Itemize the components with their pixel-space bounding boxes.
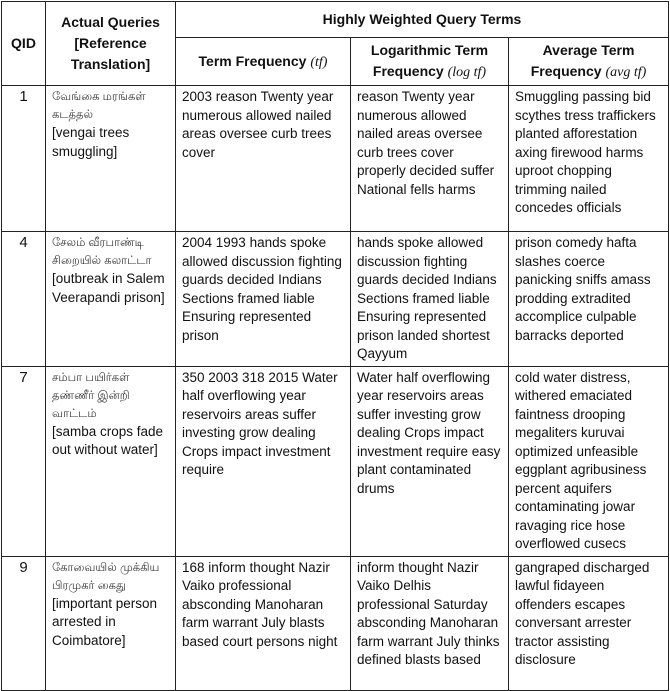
- tf-terms: 2004 1993 hands spoke allowed discussion fighting guards decided Indians Sections framed liable Ensuring represented prison: [176, 232, 351, 367]
- query-cell: [46, 556, 176, 690]
- header-avg-tf-abbr: (avg tf): [605, 65, 647, 80]
- tamil-query: வேங்கை மரங்கள் கடத்தல்: [52, 91, 146, 121]
- header-tf-abbr: (tf): [310, 54, 328, 70]
- translation: [samba crops fade out without water]: [52, 423, 164, 457]
- query-cell: [46, 232, 176, 367]
- avg-tf-terms: gangraped discharged lawful fidayeen offenders escapes conversant arrester tractor assisting disclosure: [509, 556, 669, 690]
- tf-terms: 2003 reason Twenty year numerous allowed nailed areas oversee curb trees cover: [176, 86, 351, 232]
- tamil-query: சேலம் வீரபாண்டி சிறையில் கலாட்டா: [52, 237, 152, 267]
- query-cell: [46, 366, 176, 556]
- translation: [outbreak in Salem Veerapandi prison]: [52, 271, 165, 305]
- qid-cell: 7: [2, 366, 46, 556]
- header-log-tf-abbr: (log tf): [447, 65, 487, 80]
- log-tf-terms: Water half overflowing year reservoirs areas suffer investing grow dealing Crops impact investment require easy plant contaminated drums: [351, 366, 509, 556]
- header-avg-tf-label: Average Term Frequency: [530, 42, 635, 79]
- table-row: [2, 366, 669, 556]
- table-row: [2, 86, 669, 232]
- log-tf-terms: inform thought Nazir Vaiko Delhis professional Saturday absconding Manoharan farm warrant July thinks defined blasts based: [351, 556, 509, 690]
- avg-tf-terms: prison comedy hafta slashes coerce panicking sniffs amass prodding extradited accomplice culpable barracks deported: [509, 232, 669, 367]
- translation: [important person arrested in Coimbatore]: [52, 595, 158, 648]
- header-avg-tf: [509, 38, 669, 86]
- table-row: [2, 232, 669, 367]
- log-tf-terms: reason Twenty year numerous allowed nailed areas oversee curb trees cover properly decided suffer National fells harms: [351, 86, 509, 232]
- header-tf-label: Term Frequency: [198, 52, 311, 69]
- query-cell: [46, 86, 176, 232]
- table-row: [2, 556, 669, 690]
- header-log-tf: [351, 38, 509, 86]
- tamil-query: சம்பா பயிர்கள் தண்ணீர் இன்றி வாட்டம்: [52, 371, 130, 420]
- header-tf: [176, 38, 351, 86]
- avg-tf-terms: Smuggling passing bid scythes tress traffickers planted afforestation axing firewood harms uproot chopping trimming nailed concedes officials: [509, 86, 669, 232]
- tf-terms: 168 inform thought Nazir Vaiko professional absconding Manoharan farm warrant July blasts based court persons night: [176, 556, 351, 690]
- translation: [vengai trees smuggling]: [52, 125, 130, 159]
- header-highly-weighted: Highly Weighted Query Terms: [176, 2, 669, 38]
- header-qid: QID: [2, 2, 46, 86]
- header-actual-queries: Actual Queries [Reference Translation]: [46, 2, 176, 86]
- avg-tf-terms: cold water distress, withered emaciated faintness drooping megaliters kuruvai optimized unfeasible eggplant agribusiness percent aquifers contaminating jowar ravaging rice hose overflowed cusecs: [509, 366, 669, 556]
- header-log-tf-label: Logarithmic Term Frequency: [370, 42, 489, 79]
- log-tf-terms: hands spoke allowed discussion fighting guards decided Indians Sections framed liable Ensuring represented prison landed shortest Qayyum: [351, 232, 509, 367]
- query-terms-table: [1, 1, 669, 691]
- tf-terms: 350 2003 318 2015 Water half overflowing year reservoirs areas suffer investing grow dealing Crops impact investment require: [176, 366, 351, 556]
- header-row: [2, 2, 669, 38]
- tamil-query: கோவையில் முக்கிய பிரமுகர் கைது: [52, 561, 160, 592]
- qid-cell: 4: [2, 232, 46, 367]
- qid-cell: 9: [2, 556, 46, 690]
- qid-cell: 1: [2, 86, 46, 232]
